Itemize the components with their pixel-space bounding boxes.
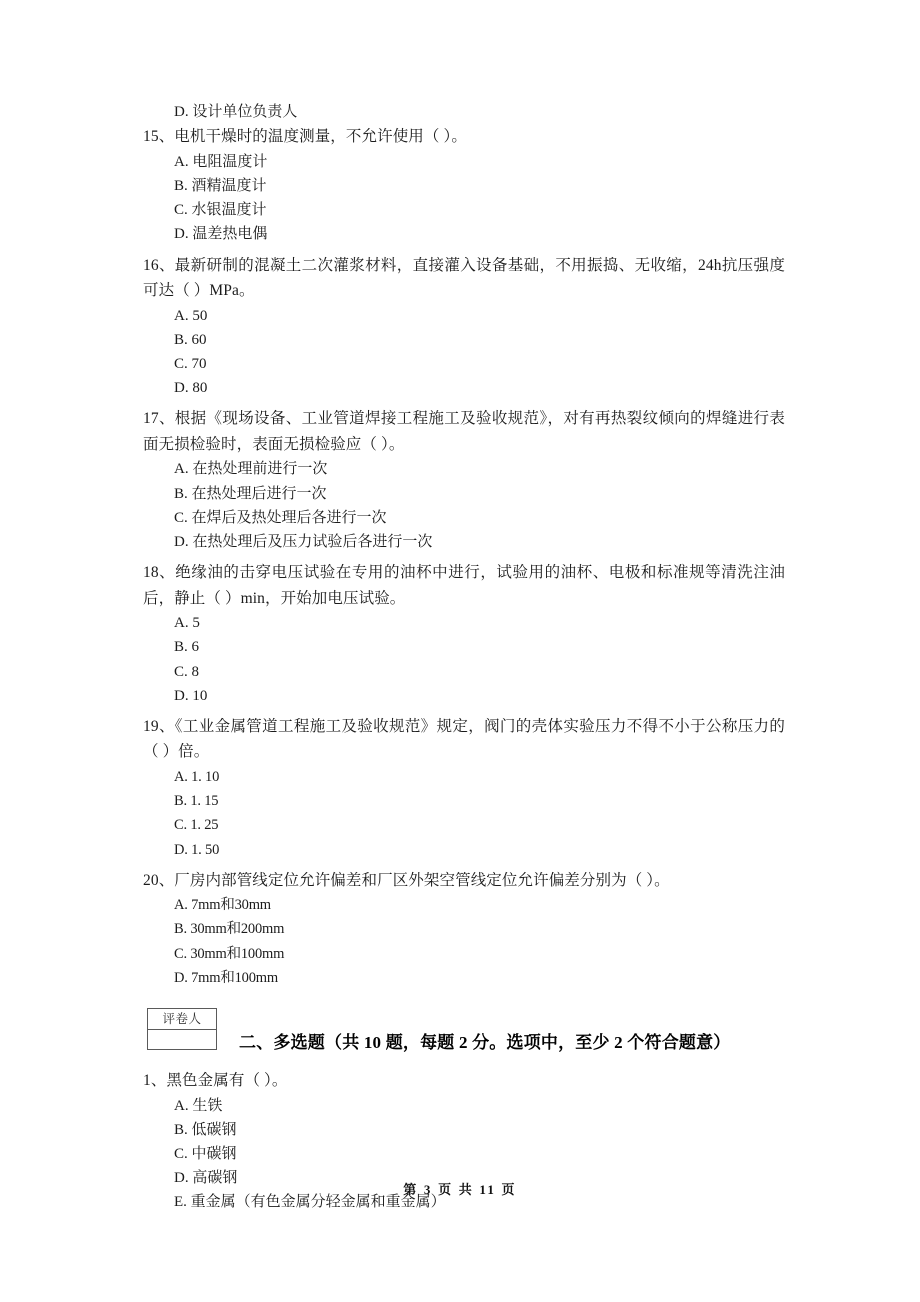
question-block-18 — [143, 560, 785, 708]
page-number-text: 第 3 页 共 11 页 — [403, 1182, 517, 1197]
question-stem: 15、电机干燥时的温度测量，不允许使用（ ）。 — [143, 128, 467, 146]
question-stem: 19、《工业金属管道工程施工及验收规范》规定，阀门的壳体实验压力不得不小于公称压力的（ ）倍。 — [143, 717, 785, 761]
grader-box-value[interactable] — [148, 1030, 216, 1050]
option-item: B. 30mm和200mm — [174, 921, 285, 938]
section-title: 二、多选题（共 10 题，每题 2 分。选项中，至少 2 个符合题意） — [239, 1033, 731, 1053]
option-item: C. 70 — [174, 355, 207, 372]
section-header-row — [143, 1008, 785, 1068]
option-item: B. 1. 15 — [174, 793, 219, 810]
question-block-15 — [143, 124, 785, 246]
option-item: D. 温差热电偶 — [174, 226, 268, 243]
option-item: C. 中碳钢 — [174, 1145, 237, 1162]
option-item: D. 高碳钢 — [174, 1170, 238, 1187]
option-item: B. 60 — [174, 331, 207, 348]
option-item: E. 重金属（有色金属分轻金属和重金属） — [174, 1194, 446, 1211]
option-item: D. 在热处理后及压力试验后各进行一次 — [174, 533, 433, 550]
option-item: A. 在热处理前进行一次 — [174, 461, 328, 478]
option-list — [143, 304, 785, 401]
option-item: B. 在热处理后进行一次 — [174, 485, 327, 502]
grader-box — [147, 1008, 217, 1050]
option-item: A. 生铁 — [174, 1097, 223, 1114]
option-item: A. 5 — [174, 615, 200, 632]
page-footer — [0, 1179, 920, 1198]
option-item: D. 设计单位负责人 — [174, 104, 298, 120]
option-list — [143, 150, 785, 247]
question-block-17 — [143, 406, 785, 554]
question-block-16 — [143, 253, 785, 401]
option-item: B. 6 — [174, 639, 200, 656]
option-item: D. 7mm和100mm — [174, 969, 278, 986]
option-item: C. 水银温度计 — [174, 202, 267, 219]
question-stem: 18、绝缘油的击穿电压试验在专用的油杯中进行，试验用的油杯、电极和标准规等清洗注油后，静止（ ）min，开始加电压试验。 — [143, 564, 785, 607]
grader-box-label: 评卷人 — [148, 1009, 216, 1030]
option-item: B. 酒精温度计 — [174, 177, 267, 194]
option-item: C. 30mm和100mm — [174, 945, 285, 962]
page-content — [143, 100, 785, 1221]
option-item: B. 低碳钢 — [174, 1121, 237, 1138]
option-item: C. 1. 25 — [174, 817, 219, 834]
option-item: D. 10 — [174, 687, 208, 704]
leading-option-list — [143, 100, 785, 124]
question-stem: 16、最新研制的混凝土二次灌浆材料，直接灌入设备基础，不用振捣、无收缩，24h抗压强度可达（ ）MPa。 — [143, 256, 785, 300]
question-stem: 1、黑色金属有（ ）。 — [143, 1072, 288, 1090]
option-item: A. 电阻温度计 — [174, 153, 268, 170]
question-block-20 — [143, 868, 785, 990]
option-item: C. 在焊后及热处理后各进行一次 — [174, 509, 387, 526]
option-item: A. 50 — [174, 307, 208, 324]
option-list — [143, 893, 785, 990]
option-list — [143, 457, 785, 554]
question-stem: 17、根据《现场设备、工业管道焊接工程施工及验收规范》，对有再热裂纹倾向的焊缝进行表面无损检验时，表面无损检验应（ ）。 — [143, 410, 785, 453]
option-list — [143, 765, 785, 862]
option-item: D. 1. 50 — [174, 841, 220, 858]
option-list — [143, 611, 785, 708]
option-item: A. 1. 10 — [174, 768, 220, 785]
question-block-19 — [143, 714, 785, 862]
option-item: A. 7mm和30mm — [174, 897, 271, 914]
question-stem: 20、厂房内部管线定位允许偏差和厂区外架空管线定位允许偏差分别为（ ）。 — [143, 871, 670, 889]
option-item: C. 8 — [174, 663, 200, 680]
option-item: D. 80 — [174, 380, 208, 397]
